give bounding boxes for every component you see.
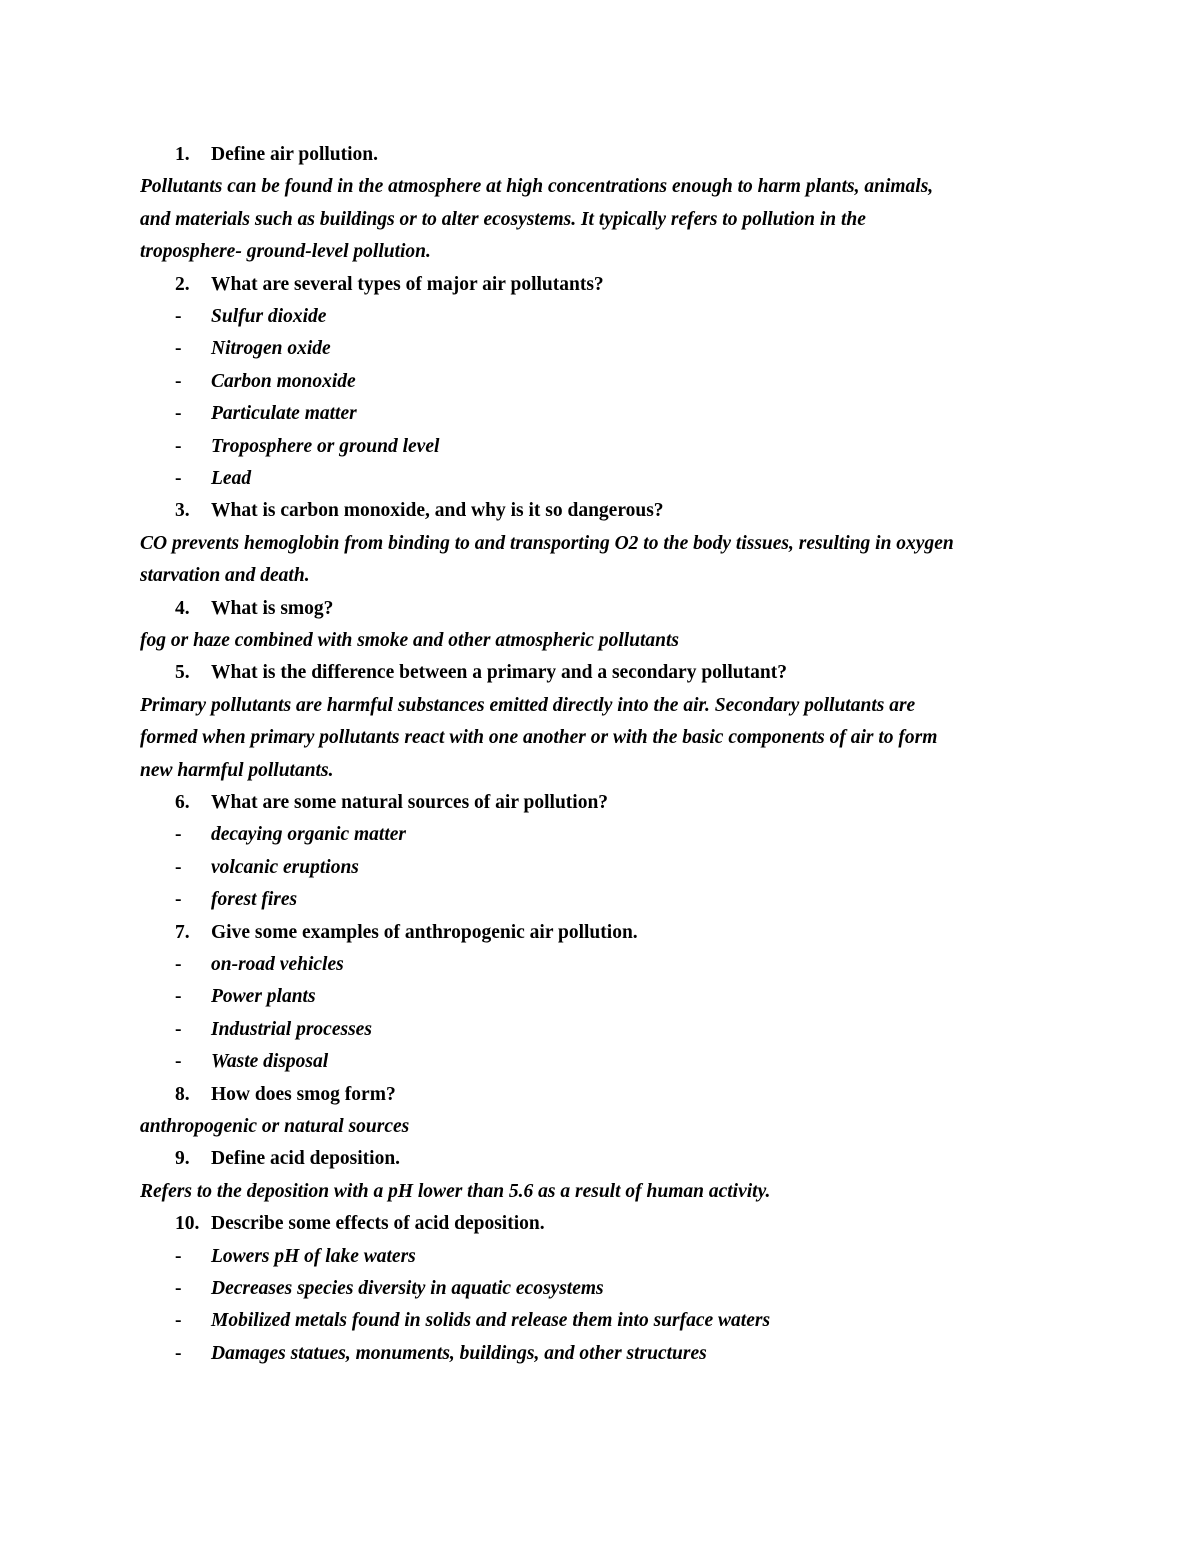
- bullet-answer-line: [175, 953, 344, 977]
- bullet-answer-line: [175, 1277, 604, 1301]
- question-number: 10.: [175, 1213, 200, 1235]
- bullet-answer-line: [175, 1245, 416, 1269]
- bullet-answer-text: Sulfur dioxide: [211, 306, 327, 327]
- bullet-answer-line: [175, 1050, 328, 1074]
- answer-line: and materials such as buildings or to alter ecosystems. It typically refers to pollution in the: [140, 208, 866, 230]
- answer-line: new harmful pollutants.: [140, 759, 334, 781]
- bullet-answer-text: Power plants: [211, 986, 316, 1008]
- bullet-answer-text: Lead: [211, 468, 252, 489]
- dash-bullet: -: [175, 1245, 182, 1267]
- bullet-answer-line: [175, 856, 359, 880]
- dash-bullet: -: [175, 889, 182, 911]
- answer-line: starvation and death.: [140, 565, 310, 587]
- bullet-answer-text: Industrial processes: [211, 1018, 372, 1040]
- question-line: [175, 661, 787, 685]
- question-text: What are several types of major air pollutants?: [211, 273, 604, 295]
- question-line: [175, 597, 333, 621]
- bullet-answer-line: [175, 370, 356, 394]
- question-text: Describe some effects of acid deposition.: [211, 1213, 545, 1235]
- bullet-answer-text: on-road vehicles: [211, 954, 344, 975]
- question-number: 1.: [175, 144, 190, 165]
- question-number: 2.: [175, 273, 190, 295]
- question-number: 7.: [175, 921, 190, 943]
- question-number: 3.: [175, 500, 190, 522]
- question-text: Define air pollution.: [211, 144, 379, 165]
- question-number: 8.: [175, 1083, 190, 1105]
- bullet-answer-text: Troposphere or ground level: [211, 435, 440, 457]
- dash-bullet: -: [175, 856, 182, 878]
- answer-line: anthropogenic or natural sources: [140, 1116, 410, 1137]
- question-text: Define acid deposition.: [211, 1148, 401, 1170]
- bullet-answer-text: decaying organic matter: [211, 824, 406, 846]
- bullet-answer-line: [175, 1018, 372, 1042]
- question-text: What is smog?: [211, 597, 334, 619]
- bullet-answer-text: Carbon monoxide: [211, 370, 356, 392]
- bullet-answer-line: [175, 888, 297, 912]
- answer-line: troposphere- ground-level pollution.: [140, 241, 431, 263]
- question-line: [175, 1147, 400, 1171]
- bullet-answer-text: volcanic eruptions: [211, 856, 359, 878]
- question-line: [175, 273, 604, 297]
- question-text: How does smog form?: [211, 1083, 396, 1105]
- bullet-answer-text: Decreases species diversity in aquatic ecosystems: [211, 1278, 604, 1299]
- dash-bullet: -: [175, 1342, 182, 1364]
- bullet-answer-line: [175, 1309, 770, 1333]
- bullet-answer-line: [175, 467, 251, 491]
- dash-bullet: -: [175, 1018, 182, 1040]
- question-line: [175, 921, 638, 945]
- question-line: [175, 791, 608, 815]
- question-line: [175, 143, 378, 167]
- question-number: 6.: [175, 792, 190, 813]
- dash-bullet: -: [175, 954, 182, 975]
- dash-bullet: -: [175, 468, 182, 489]
- question-number: 9.: [175, 1148, 190, 1170]
- dash-bullet: -: [175, 1278, 182, 1299]
- bullet-answer-line: [175, 985, 316, 1009]
- answer-line: CO prevents hemoglobin from binding to and transporting O2 to the body tissues, resulting in oxygen: [140, 532, 954, 554]
- bullet-answer-line: [175, 823, 406, 847]
- question-number: 5.: [175, 662, 190, 684]
- dash-bullet: -: [175, 986, 182, 1008]
- bullet-answer-line: [175, 435, 439, 459]
- question-line: [175, 499, 664, 523]
- dash-bullet: -: [175, 1310, 182, 1332]
- answer-line: Primary pollutants are harmful substances emitted directly into the air. Secondary pollutants are: [140, 694, 916, 716]
- bullet-answer-text: Lowers pH of lake waters: [211, 1245, 416, 1267]
- question-line: [175, 1083, 396, 1107]
- dash-bullet: -: [175, 1051, 182, 1073]
- bullet-answer-line: [175, 402, 357, 426]
- question-text: What is carbon monoxide, and why is it so dangerous?: [211, 500, 664, 522]
- dash-bullet: -: [175, 403, 182, 425]
- dash-bullet: -: [175, 824, 182, 846]
- bullet-answer-text: Damages statues, monuments, buildings, and other structures: [211, 1342, 707, 1364]
- bullet-answer-text: Particulate matter: [211, 403, 357, 425]
- question-text: Give some examples of anthropogenic air pollution.: [211, 921, 638, 943]
- bullet-answer-text: Nitrogen oxide: [211, 338, 331, 360]
- dash-bullet: -: [175, 306, 182, 327]
- dash-bullet: -: [175, 435, 182, 457]
- question-number: 4.: [175, 597, 190, 619]
- bullet-answer-text: Waste disposal: [211, 1051, 329, 1073]
- bullet-answer-text: forest fires: [211, 889, 298, 911]
- question-text: What is the difference between a primary and a secondary pollutant?: [211, 662, 787, 684]
- question-text: What are some natural sources of air pollution?: [211, 792, 609, 813]
- answer-line: fog or haze combined with smoke and other atmospheric pollutants: [140, 630, 680, 651]
- bullet-answer-line: [175, 305, 326, 329]
- question-line: [175, 1212, 545, 1236]
- dash-bullet: -: [175, 338, 182, 360]
- bullet-answer-text: Mobilized metals found in solids and release them into surface waters: [211, 1310, 771, 1332]
- dash-bullet: -: [175, 370, 182, 392]
- answer-line: Pollutants can be found in the atmosphere at high concentrations enough to harm plants, animals,: [140, 176, 934, 198]
- answer-line: formed when primary pollutants react with one another or with the basic components of air to form: [140, 727, 938, 749]
- bullet-answer-line: [175, 337, 331, 361]
- bullet-answer-line: [175, 1342, 707, 1366]
- answer-line: Refers to the deposition with a pH lower than 5.6 as a result of human activity.: [140, 1180, 771, 1202]
